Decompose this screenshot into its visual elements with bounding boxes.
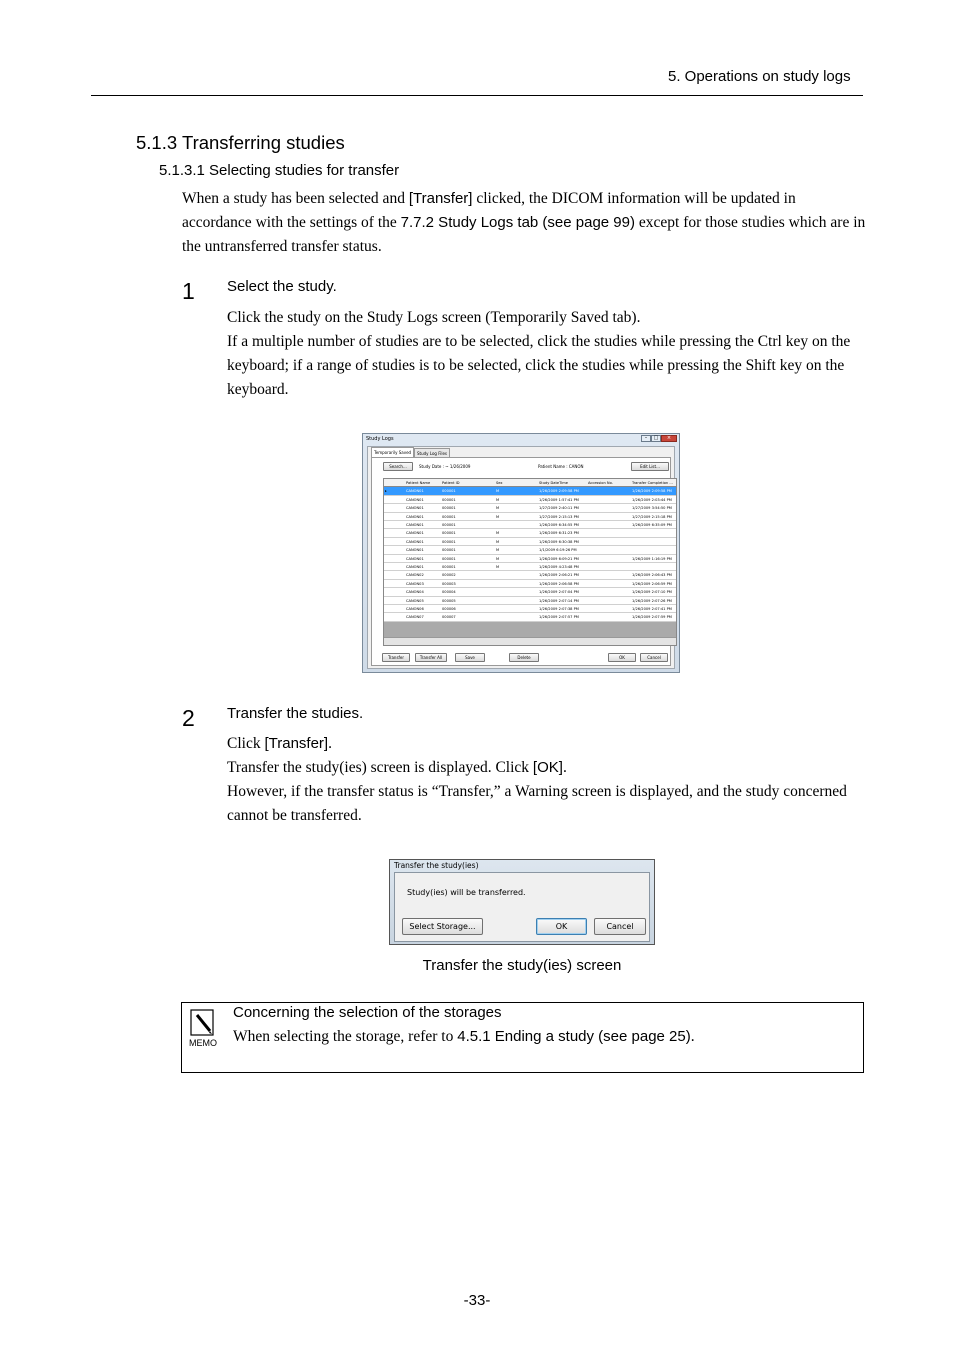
section-heading: 5.1.3 Transferring studies: [136, 132, 345, 153]
close-icon[interactable]: ×: [661, 435, 677, 442]
table-cell: 1/26/2009 2:06:58 PM: [539, 581, 579, 586]
step-1-body: Click the study on the Study Logs screen (Temporarily Saved tab). If a multiple number of studies are to be selected, click the studies while pressing the Ctrl key on the keyboard; if a range of studies is to be selected, click the studies while pressing the Shift key on the keyboard.: [227, 309, 851, 398]
table-cell: CANON01: [406, 506, 424, 511]
table-cell: M: [496, 497, 500, 502]
table-cell: M: [496, 531, 500, 536]
dialog-cancel-button[interactable]: Cancel: [594, 918, 646, 935]
table-cell: 1/26/2009 2:07:38 PM: [539, 607, 579, 611]
table-cell: 1/26/2009 4:23:48 PM: [539, 565, 579, 569]
table-cell: 1/26/2009 6:31:23 PM: [539, 531, 579, 536]
ok-button[interactable]: OK: [608, 653, 636, 662]
table-cell: 1/26/2009 2:06:21 PM: [539, 573, 579, 578]
table-cell: 1/26/2009 6:34:55 PM: [539, 523, 579, 527]
ui-ok: [OK]: [532, 759, 563, 776]
table-row[interactable]: [384, 563, 676, 571]
table-cell: 1/26/2009 1:57:41 PM: [539, 497, 579, 502]
table-cell: M: [496, 514, 500, 519]
table-cell: M: [496, 548, 500, 553]
table-cell: CANON07: [406, 615, 424, 620]
save-button[interactable]: Save: [455, 653, 485, 662]
table-cell: 1/26/2009 2:06:43 PM: [632, 573, 672, 578]
table-cell: CANON03: [406, 581, 424, 586]
maximize-icon[interactable]: □: [651, 435, 661, 442]
figure-caption: Transfer the study(ies) screen: [422, 957, 622, 974]
transfer-button[interactable]: Transfer: [382, 653, 410, 662]
table-cell: 1/27/2009 2:40:11 PM: [539, 506, 579, 511]
transfer-all-button[interactable]: Transfer All: [415, 653, 447, 662]
table-cell: 000001: [442, 531, 456, 536]
memo-icon: [188, 1008, 218, 1048]
table-cell: 1/26/2009 2:07:59 PM: [632, 615, 672, 620]
table-cell: CANON01: [406, 497, 424, 502]
column-header[interactable]: Transfer Completion ...: [632, 481, 673, 485]
table-cell: 000005: [442, 598, 456, 603]
table-row[interactable]: [384, 571, 676, 579]
dialog-message: Study(ies) will be transferred.: [407, 888, 526, 897]
table-cell: 000003: [442, 581, 456, 586]
tab-temporarily-saved[interactable]: Temporarily Saved: [371, 447, 414, 457]
table-row[interactable]: [384, 496, 676, 504]
table-cell: 1/27/2009 2:15:18 PM: [632, 514, 672, 519]
table-row[interactable]: [384, 580, 676, 588]
table-row[interactable]: [384, 597, 676, 605]
step-1-title: Select the study.: [227, 278, 337, 295]
table-cell: CANON06: [406, 607, 424, 611]
table-cell: CANON01: [406, 523, 424, 527]
table-cell: CANON01: [406, 489, 424, 494]
table-row[interactable]: [384, 521, 676, 529]
column-header[interactable]: Patient ID: [442, 481, 460, 485]
table-row[interactable]: [384, 546, 676, 554]
table-row[interactable]: [384, 538, 676, 546]
dialog-title: Transfer the study(ies): [394, 861, 479, 870]
memo-body: When selecting the storage, refer to 4.5.1 Ending a study (see page 25).: [233, 1028, 695, 1045]
table-cell: 000001: [442, 489, 456, 494]
step-2-body: Click [Transfer]. Transfer the study(ies) screen is displayed. Click [OK]. However, if the transfer status is “Transfer,” a Warning screen is displayed, and the study concerned cannot be transferred.: [227, 735, 847, 824]
table-cell: 1/26/2009 2:07:04 PM: [539, 590, 579, 595]
column-header[interactable]: Study DateTime: [539, 481, 568, 485]
table-cell: CANON01: [406, 548, 424, 553]
study-logs-window: [362, 433, 680, 673]
window-title: Study Logs: [366, 436, 394, 442]
table-cell: CANON01: [406, 539, 424, 544]
table-cell: CANON01: [406, 514, 424, 519]
running-header: 5. Operations on study logs: [668, 68, 851, 85]
table-cell: CANON01: [406, 565, 424, 569]
table-row[interactable]: [384, 504, 676, 512]
table-cell: 1/26/2009 1:16:19 PM: [632, 556, 672, 561]
table-cell: 1/26/2009 6:30:38 PM: [539, 539, 579, 544]
table-cell: 1/26/2009 2:07:10 PM: [632, 590, 672, 595]
cancel-button[interactable]: Cancel: [640, 653, 668, 662]
step-2-title: Transfer the studies.: [227, 705, 364, 722]
table-cell: M: [496, 506, 500, 511]
table-cell: CANON04: [406, 590, 424, 595]
cross-reference: 7.7.2 Study Logs tab (see page 99): [400, 214, 635, 231]
table-cell: 1/26/2009 2:07:26 PM: [632, 598, 672, 603]
column-header[interactable]: Sex: [496, 481, 503, 485]
search-button[interactable]: Search...: [383, 462, 413, 471]
column-header[interactable]: Patient Name: [406, 481, 431, 485]
table-cell: 000002: [442, 573, 456, 578]
table-cell: 1/27/2009 2:15:13 PM: [539, 514, 579, 519]
table-cell: 000001: [442, 514, 456, 519]
row-pointer-icon: ▸: [385, 489, 387, 494]
table-cell: M: [496, 556, 500, 561]
step-1-number: 1: [182, 278, 195, 304]
subsection-heading: 5.1.3.1 Selecting studies for transfer: [159, 162, 400, 179]
table-cell: CANON01: [406, 531, 424, 536]
header-rule: [91, 95, 863, 96]
table-row[interactable]: [384, 487, 676, 495]
page-number: -33-: [463, 1292, 491, 1309]
table-cell: 1/1/2009 6:19:26 PM: [539, 548, 577, 553]
intro-paragraph: When a study has been selected and [Transfer] clicked, the DICOM information will be updated in accordance with the settings of the 7.7.2 Study Logs tab (see page 99) except for those studies which are in the untransferred transfer status.: [182, 190, 866, 255]
table-cell: CANON01: [406, 556, 424, 561]
ui-transfer: [Transfer]: [408, 190, 473, 207]
transfer-dialog: [389, 859, 655, 945]
table-cell: M: [496, 565, 500, 569]
table-cell: 1/26/2009 2:07:14 PM: [539, 598, 579, 603]
table-cell: 1/26/2009 2:09:58 PM: [632, 489, 672, 494]
minimize-icon[interactable]: –: [641, 435, 651, 442]
table-cell: 1/26/2009 2:07:57 PM: [539, 615, 579, 620]
column-header[interactable]: Accession No.: [588, 481, 613, 485]
ui-transfer: [Transfer]: [264, 735, 329, 752]
patient-name-label: Patient Name : CANON: [538, 464, 584, 469]
cross-reference: 4.5.1 Ending a study (see page 25): [457, 1028, 691, 1045]
dialog-ok-button[interactable]: OK: [536, 918, 587, 935]
table-cell: M: [496, 489, 500, 494]
tab-study-log-files[interactable]: Study Log Files: [414, 448, 450, 457]
table-cell: 000001: [442, 548, 456, 553]
table-cell: 000001: [442, 565, 456, 569]
table-cell: CANON02: [406, 573, 424, 578]
table-row[interactable]: [384, 613, 676, 621]
delete-button[interactable]: Delete: [509, 653, 539, 662]
table-cell: M: [496, 539, 500, 544]
table-cell: 000001: [442, 506, 456, 511]
table-cell: 000004: [442, 590, 456, 595]
table-row[interactable]: [384, 555, 676, 563]
table-cell: 000001: [442, 556, 456, 561]
table-cell: 000001: [442, 523, 456, 527]
edit-list-button[interactable]: Edit List...: [631, 462, 669, 471]
study-date-label: Study Date : ~ 1/26/2009: [419, 464, 471, 469]
study-table[interactable]: [383, 478, 677, 646]
table-cell: 1/26/2009 6:35:09 PM: [632, 523, 672, 527]
table-cell: 000001: [442, 539, 456, 544]
table-row[interactable]: [384, 605, 676, 613]
horizontal-scrollbar[interactable]: [384, 637, 676, 645]
table-row[interactable]: [384, 588, 676, 596]
select-storage-button[interactable]: Select Storage...: [402, 918, 483, 935]
table-cell: 1/26/2009 2:09:58 PM: [539, 489, 579, 494]
step-2-number: 2: [182, 705, 195, 731]
table-row[interactable]: [384, 513, 676, 521]
table-row[interactable]: [384, 529, 676, 537]
table-cell: 000007: [442, 615, 456, 620]
table-cell: 000006: [442, 607, 456, 611]
memo-title: Concerning the selection of the storages: [233, 1004, 502, 1021]
table-cell: 1/26/2009 2:03:44 PM: [632, 497, 672, 502]
memo-icon-label: MEMO: [189, 1038, 217, 1048]
table-cell: 000001: [442, 497, 456, 502]
table-cell: CANON05: [406, 598, 424, 603]
table-cell: 1/26/2009 2:06:59 PM: [632, 581, 672, 586]
table-header-row: [384, 479, 676, 487]
table-cell: 1/26/2009 6:09:21 PM: [539, 556, 579, 561]
table-cell: 1/27/2009 3:54:50 PM: [632, 506, 672, 511]
table-cell: 1/26/2009 2:07:41 PM: [632, 607, 672, 611]
